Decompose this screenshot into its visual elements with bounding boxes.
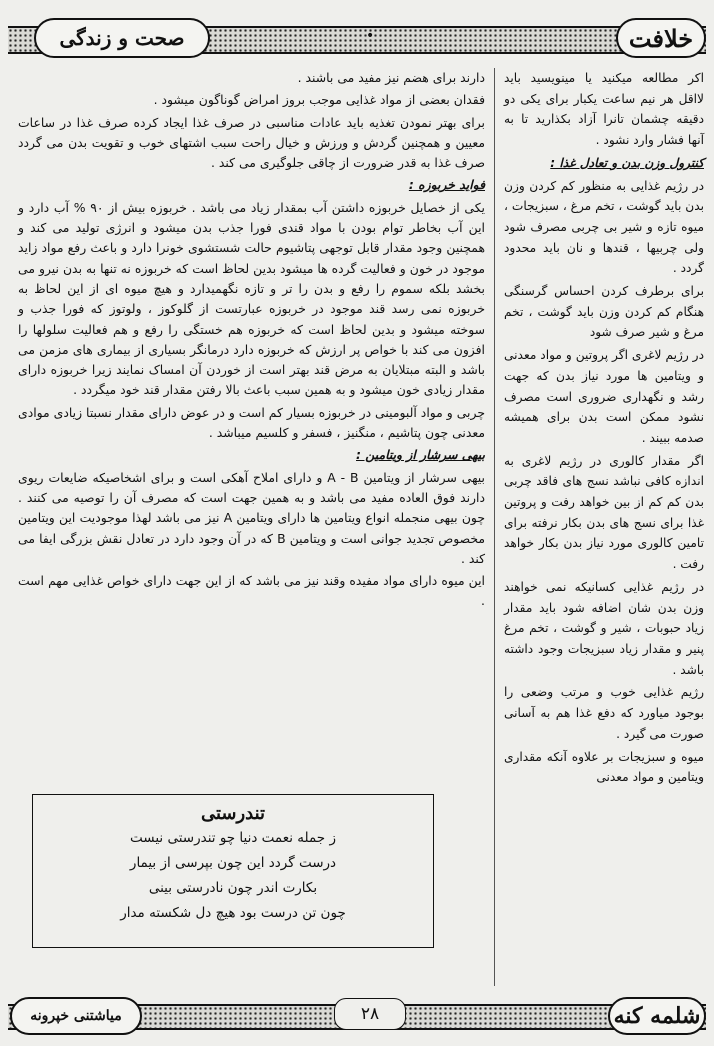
paragraph: اکر مطالعه میکنید یا مینویسید باید لااقل هر نیم ساعت یکبار برای یکی دو دقیقه چشمان تانرا آزاد بکذارید تا به آنها فشار وارد نشود . [504, 71, 704, 148]
paragraph: رژیم غذایی خوب و مرتب وضعی را بوجود میاورد که دفع غذا هم به آسانی صورت می گیرد . [504, 685, 704, 741]
paragraph: برای برطرف کردن احساس گرسنگی هنگام کم کردن وزن باید گوشت ، تخم مرغ و شیر صرف شود [504, 284, 704, 340]
page-header [8, 16, 706, 60]
footer-subtitle: میاشتنی خپرونه [10, 997, 142, 1035]
page-number: ۲۸ [334, 998, 406, 1030]
paragraph: برای بهتر نمودن تغذیه باید عادات مناسبی در صرف غذا ایجاد کرده صرف غذا در ساعات معیین و همچنین گردش و ورزش و خیال راحت سبب اشتهای خوب و تقویت بدن می گردد صرف غذا به قدر ضرورت از چاقی جلوگیری می کند . [18, 114, 485, 171]
paragraph: بیهی سرشار از ویتامین A - B و دارای املاح آهکی است و برای اشخاصیکه ضایعات ریوی دارند فوق العاده مفید می باشد و به همین جهت است که مصرف آن را توصیه می کنند . چون بیهی منجمله انواع ویتامین ها دارای ویتامین A نیز می باشد لهذا موجودیت این ویتامین مخصوص تجدید جوانی است و ویتامین B که در آن وجود دارد در تعادل نقش بزرگی ایفا می کند . [18, 469, 485, 566]
paragraph: چربی و مواد آلبومینی در خربوزه بسیار کم است و در عوض دارای مقدار نسبتا زیادی موادی معدنی چون پتاشیم ، منگنیز ، فسفر و کلسیم میباشد . [18, 404, 485, 441]
paragraph: دارند برای هضم نیز مفید می باشند . [297, 70, 485, 85]
header-dot: • [366, 28, 375, 44]
right-column [504, 68, 704, 986]
paragraph: در رژیم غذایی به منظور کم کردن وزن بدن باید گوشت ، تخم مرغ ، سبزیجات ، میوه تازه و شیر بی چربی مصرف شود ولی چربیها ، قندها و نان باید محدود گردد . [504, 178, 704, 276]
footer-magazine-name: شلمه کنه [608, 997, 706, 1035]
magazine-name: خلافت [616, 18, 706, 58]
poem-box [32, 794, 434, 948]
poem-line: ز جمله نعمت دنیا چو تندرستی نیست [130, 830, 336, 846]
column-divider [494, 68, 495, 986]
section-title: صحت و زندگی [34, 18, 210, 58]
page-footer [8, 996, 706, 1036]
paragraph: فقدان بعضی از مواد غذایی موجب بروز امراض گوناگون میشود . [153, 92, 485, 108]
subheading-quince: بیهی سرشار از ویتامین : [356, 447, 485, 463]
paragraph: در رژیم غذایی کسانیکه نمی خواهند وزن بدن شان اضافه شود باید مقدار زیاد حبوبات ، شیر و گوشت ، تخم مرغ پنیر و مقدار زیاد سبزیجات وجود داشته باشد . [504, 579, 704, 677]
subheading-melon: فواید خربوزه : [408, 177, 485, 193]
paragraph: در رژیم لاغری اگر پروتین و مواد معدنی و ویتامین ها مورد نیاز بدن که جهت رشد و نگهداری ضروری است مصرف نشود ممکن است بدن برای همیشه صدمه ببیند . [504, 348, 704, 445]
poem-title: تندرستی [200, 803, 266, 824]
poem-line: بکارت اندر چون نادرستی بینی [148, 880, 318, 896]
paragraph: این میوه دارای مواد مفیده وقند نیز می باشد که از این جهت دارای خواص غذایی مهم است . [18, 573, 485, 609]
subheading: کنترول وزن بدن و تعادل غذا : [550, 155, 704, 170]
paragraph: یکی از خصایل خربوزه داشتن آب بمقدار زیاد می باشد . خربوزه بیش از ۹۰ % آب دارد و این آب بخاطر توام بودن با مواد قندی فورا جذب بدن میشود و انرژی تولید می کند و همچنین وجود مقدار قابل توجهی پتاشیوم حالت شستشوی خونرا دارد و باعث رفع مواد زاید موجود در خون و فعالیت گرده ها میشود بدین لحاظ است که خربوزه نه تنها به بدن نیرو می بخشد بلکه سموم را رفع و بدن را تر و تازه نگهمیدارد و هیچ میوه ای از این لحاظ به خربوزه نمی رسد قند موجود در خربوزه عبارتست از گلوکوز ، ولوتوز که فورا جذب و سوخته میشود و بدین لحاظ است که خربوزه هم خستگی را رفع و هم فعالیت سلولها را افزون می کند با خواص پر ارزش که خربوزه دارد درمانگر بسیاری از بیماری های مزمن می باشد و البته مبتلایان به مرض قند بهتر است از خوردن آن امساک نمایند زیرا خربوزه دارای مقدار زیادی خون میشود و به همین سبب باعث بالا رفتن مقدار قند خود میگردد . [18, 199, 485, 398]
poem-line: درست گردد این چون بپرسی از بیمار [129, 855, 337, 871]
paragraph: اگر مقدار کالوری در رژیم لاغری به اندازه کافی نباشد نسج های فاقد چربی بدن کم کم از بین خواهد رفت و پروتین غذا برای نسج های بدن بکار نرفته برای تامین کالوری مورد نیاز بدن بکار خواهد رفت . [504, 453, 704, 572]
paragraph: میوه و سبزیجات بر علاوه آنکه مقداری ویتامین و مواد معدنی [504, 749, 704, 785]
poem-line: چون تن درست بود هیچ دل شکسته مدار [120, 905, 346, 921]
